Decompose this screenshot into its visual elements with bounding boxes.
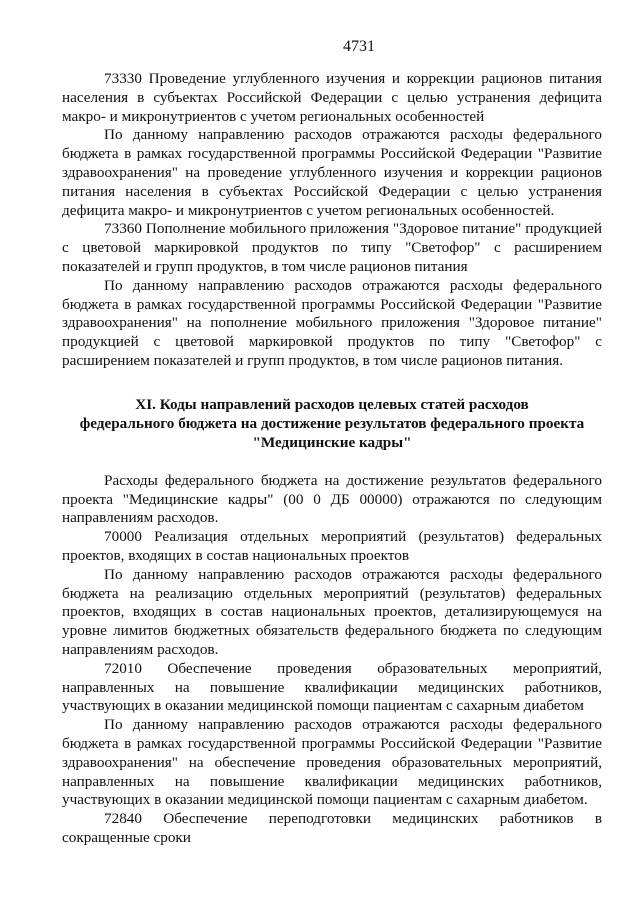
paragraph-73360-description: По данному направлению расходов отражаются расходы федерального бюджета в рамках государственной программы Российской Федерации "Развитие здравоохранения" на пополнение мобильного приложения "Здоровое питание" продукцией с цветовой маркировкой продуктов по типу "Светофор" с расширением показателей и групп продуктов, в том числе рационов питания. <box>62 276 602 369</box>
paragraph-72840-title: 72840 Обеспечение переподготовки медицинских работников в сокращенные сроки <box>62 810 602 846</box>
section-heading <box>62 395 602 452</box>
paragraph-73360-title: 73360 Пополнение мобильного приложения "Здоровое питание" продукцией с цветовой маркировкой продуктов по типу "Светофор" с расширением показателей и групп продуктов, в том числе рационов питания <box>62 220 602 275</box>
section-heading-line-2: федерального бюджета на достижение результатов федерального проекта <box>79 414 585 432</box>
page-number: 4731 <box>343 38 375 55</box>
paragraph-70000-title: 70000 Реализация отдельных мероприятий (результатов) федеральных проектов, входящих в состав национальных проектов <box>62 528 602 564</box>
paragraph-section-intro: Расходы федерального бюджета на достижение результатов федерального проекта "Медицинские кадры" (00 0 ДБ 00000) отражаются по следующим направлениям расходов. <box>62 471 602 527</box>
paragraph-73330-title: 73330 Проведение углубленного изучения и коррекции рационов питания населения в субъектах Российской Федерации с целью устранения дефицита макро- и микронутриентов с учетом региональных особенностей <box>62 70 602 125</box>
paragraph-72010-title: 72010 Обеспечение проведения образовательных мероприятий, направленных на повышение квалификации медицинских работников, участвующих в оказании медицинской помощи пациентам с сахарным диабетом <box>62 659 602 715</box>
paragraph-70000-description: По данному направлению расходов отражаются расходы федерального бюджета на реализацию отдельных мероприятий (результатов) федеральных проектов, входящих в состав национальных проектов, детализирующемуся на уровне лимитов бюджетных обязательств федерального бюджета по следующим направлениям расходов. <box>62 565 602 658</box>
section-heading-line-3: "Медицинские кадры" <box>252 433 412 451</box>
paragraph-72010-description: По данному направлению расходов отражаются расходы федерального бюджета в рамках государственной программы Российской Федерации "Развитие здравоохранения" на обеспечение проведения образовательных мероприятий, направленных на повышение квалификации медицинских работников, участвующих в оказании медицинской помощи пациентам с сахарным диабетом. <box>62 716 602 809</box>
section-heading-line-1: XI. Коды направлений расходов целевых статей расходов <box>135 395 529 413</box>
paragraph-73330-description: По данному направлению расходов отражаются расходы федерального бюджета в рамках государственной программы Российской Федерации "Развитие здравоохранения" на проведение углубленного изучения и коррекции рационов питания населения в субъектах Российской Федерации с целью устранения дефицита макро- и микронутриентов с учетом региональных особенностей. <box>62 126 602 219</box>
